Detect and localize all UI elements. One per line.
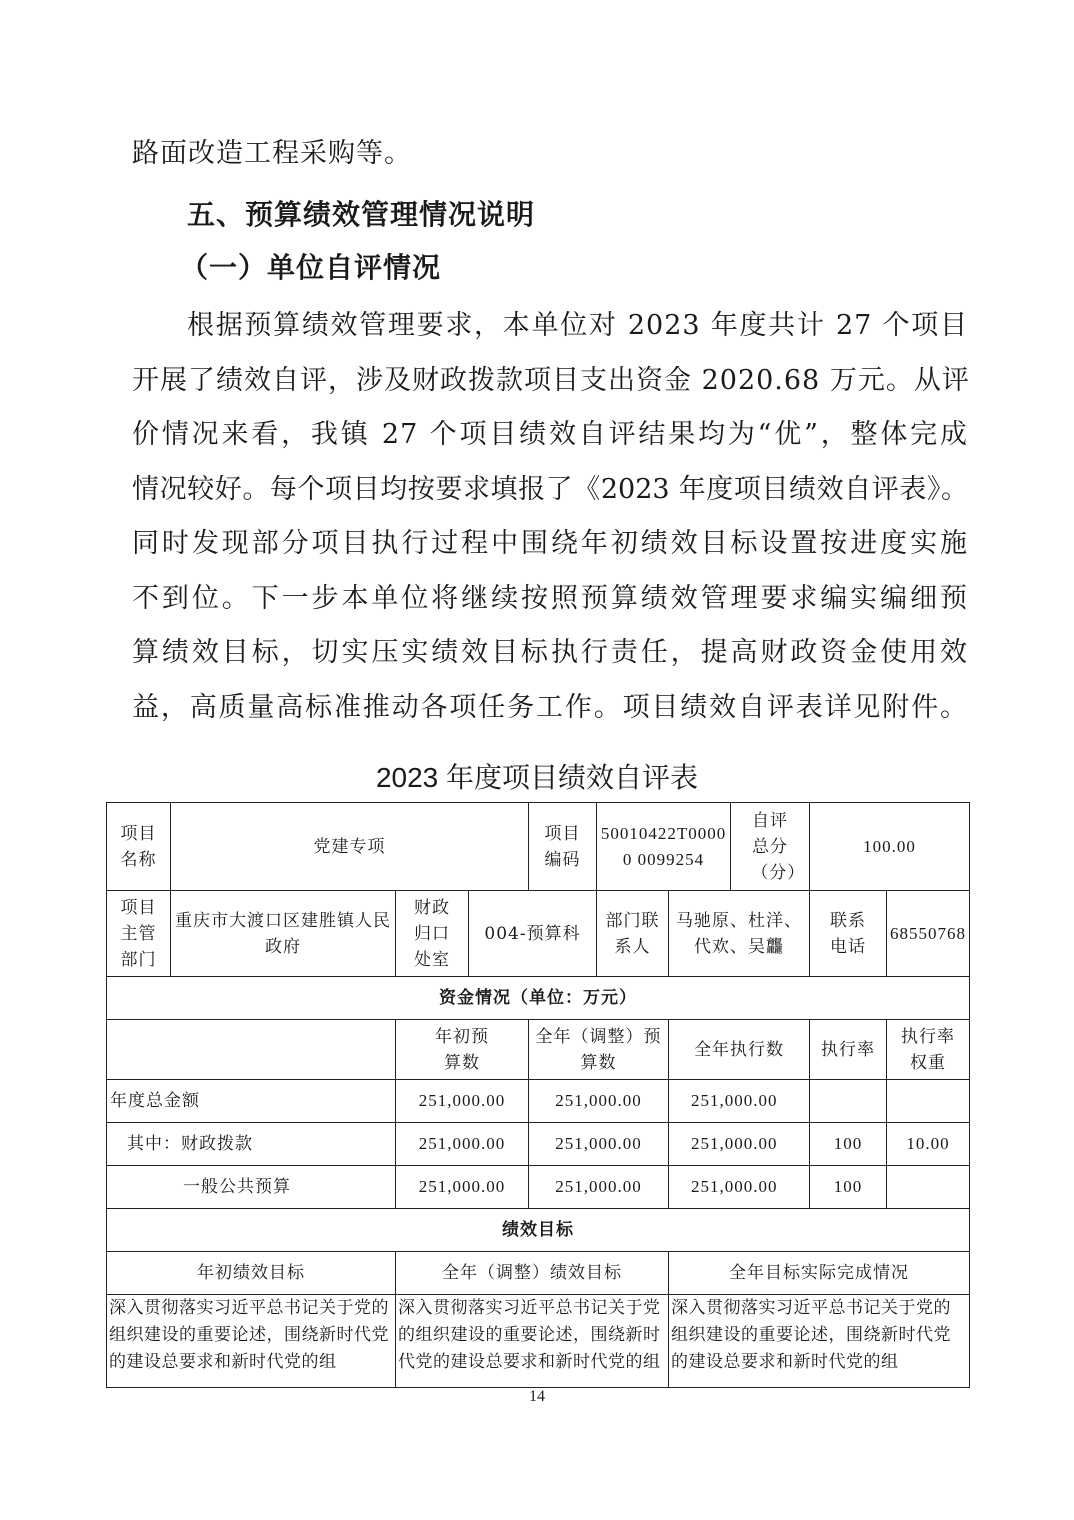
goals-header-actual: 全年目标实际完成情况: [669, 1252, 970, 1295]
funds-header-adjusted: 全年（调整）预算数: [529, 1020, 669, 1080]
project-row: [107, 803, 970, 891]
performance-table: [106, 802, 970, 1388]
funds-row-general: [107, 1166, 970, 1209]
funds-row-label: 一般公共预算: [107, 1166, 396, 1209]
goals-heading-row: [107, 1209, 970, 1252]
funds-header-rate: 执行率: [810, 1020, 887, 1080]
body-line-4: 情况较好。每个项目均按要求填报了《2023 年度项目绩效自评表》。: [132, 473, 968, 505]
goals-header-initial: 年初绩效目标: [107, 1252, 396, 1295]
contact-label: 部门联系人: [597, 891, 669, 977]
funds-initial: 251,000.00: [396, 1166, 529, 1209]
funds-weight: [887, 1080, 970, 1123]
dept-row: [107, 891, 970, 977]
funds-rate: [810, 1080, 887, 1123]
phone-label: 联系电话: [810, 891, 887, 977]
finance-office-label: 财政归口处室: [396, 891, 469, 977]
funds-weight: [887, 1166, 970, 1209]
funds-row-label: 其中：财政拨款: [107, 1123, 396, 1166]
funds-executed: 251,000.00: [669, 1123, 810, 1166]
funds-initial: 251,000.00: [396, 1123, 529, 1166]
funds-header-row: [107, 1020, 970, 1080]
project-code-label: 项目编码: [529, 803, 597, 891]
table-title: 2023 年度项目绩效自评表: [375, 762, 699, 793]
funds-header-executed: 全年执行数: [669, 1020, 810, 1080]
dept-name: 重庆市大渡口区建胜镇人民政府: [171, 891, 396, 977]
body-line-7: 算绩效目标，切实压实绩效目标执行责任，提高财政资金使用效: [132, 637, 968, 668]
funds-header-initial: 年初预算数: [396, 1020, 529, 1080]
intro-line: 路面改造工程采购等。: [132, 138, 412, 169]
dept-label: 项目主管部门: [107, 891, 171, 977]
subsection-heading: （一）单位自评情况: [180, 251, 442, 284]
funds-executed: 251,000.00: [669, 1166, 810, 1209]
funds-adjusted: 251,000.00: [529, 1080, 669, 1123]
funds-header-blank: [107, 1020, 396, 1080]
self-score: 100.00: [810, 803, 970, 891]
self-score-label: 自评总分（分）: [731, 803, 810, 891]
funds-row-label: 年度总金额: [107, 1080, 396, 1123]
phone-number: 68550768: [887, 891, 970, 977]
page-number: 14: [529, 1388, 545, 1405]
funds-rate: 100: [810, 1166, 887, 1209]
contact-names: 马驰原、杜洋、代欢、吴龘: [669, 891, 810, 977]
section-heading: 五、预算绩效管理情况说明: [187, 198, 536, 231]
body-paragraph: [132, 299, 968, 735]
funds-adjusted: 251,000.00: [529, 1123, 669, 1166]
body-line-2: 开展了绩效自评，涉及财政拨款项目支出资金 2020.68 万元。从评: [132, 364, 970, 396]
funds-heading: 资金情况（单位：万元）: [107, 977, 970, 1020]
funds-header-weight: 执行率权重: [887, 1020, 970, 1080]
intro-paragraph: [132, 127, 968, 182]
funds-initial: 251,000.00: [396, 1080, 529, 1123]
funds-rate: 100: [810, 1123, 887, 1166]
project-code: 50010422T00000 0099254: [597, 803, 731, 891]
funds-executed: 251,000.00: [669, 1080, 810, 1123]
body-line-5: 同时发现部分项目执行过程中围绕年初绩效目标设置按进度实施: [132, 528, 968, 559]
body-line-8: 益，高质量高标准推动各项任务工作。项目绩效自评表详见附件。: [132, 691, 968, 723]
goal-actual-text: 深入贯彻落实习近平总书记关于党的组织建设的重要论述，围绕新时代党的建设总要求和新时代党的组: [669, 1295, 970, 1388]
goals-heading: 绩效目标: [107, 1209, 970, 1252]
funds-row-fiscal: [107, 1123, 970, 1166]
finance-office: 004-预算科: [469, 891, 597, 977]
goal-initial-text: 深入贯彻落实习近平总书记关于党的组织建设的重要论述，围绕新时代党的建设总要求和新时代党的组: [107, 1295, 396, 1388]
body-line-6: 不到位。下一步本单位将继续按照预算绩效管理要求编实编细预: [132, 582, 968, 614]
funds-weight: 10.00: [887, 1123, 970, 1166]
body-line-3: 价情况来看，我镇 27 个项目绩效自评结果均为“优”，整体完成: [132, 419, 968, 450]
goals-header-row: [107, 1252, 970, 1295]
project-name-label: 项目名称: [107, 803, 171, 891]
goals-content-row: [107, 1295, 970, 1388]
funds-heading-row: [107, 977, 970, 1020]
body-line-1: 根据预算绩效管理要求，本单位对 2023 年度共计 27 个项目: [187, 310, 968, 341]
funds-adjusted: 251,000.00: [529, 1166, 669, 1209]
goal-adjusted-text: 深入贯彻落实习近平总书记关于党的组织建设的重要论述，围绕新时代党的建设总要求和新时代党的组: [396, 1295, 669, 1388]
project-name: 党建专项: [171, 803, 529, 891]
goals-header-adjusted: 全年（调整）绩效目标: [396, 1252, 669, 1295]
funds-row-total: [107, 1080, 970, 1123]
